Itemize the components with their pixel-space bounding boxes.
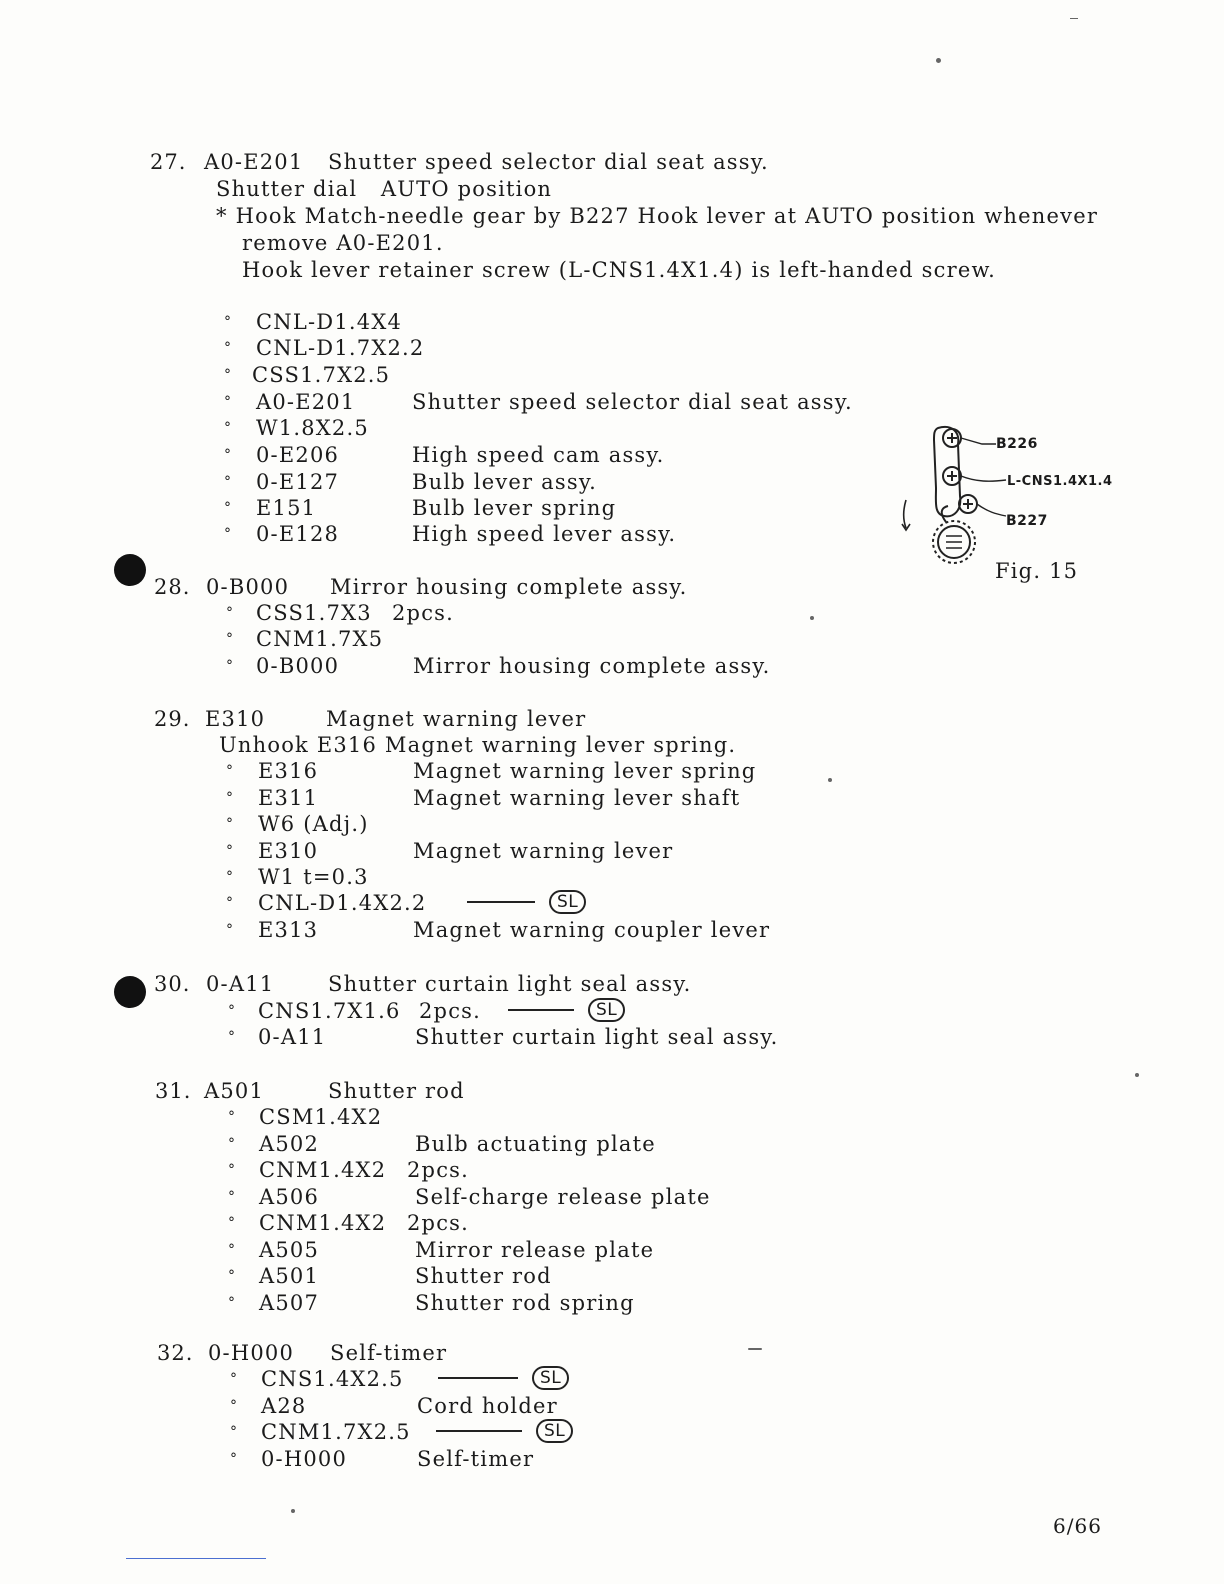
- bullet-icon: °: [226, 605, 233, 621]
- part-number: E311: [258, 786, 319, 810]
- part-description: Mirror release plate: [415, 1238, 655, 1262]
- bullet-icon: °: [224, 420, 231, 436]
- section-part: 0-B000: [206, 575, 290, 599]
- scan-speck: [1070, 18, 1078, 19]
- part-number: A507: [259, 1291, 320, 1315]
- part-description: Self-charge release plate: [415, 1185, 711, 1209]
- section-title: Magnet warning lever: [326, 707, 587, 731]
- bullet-icon: °: [224, 474, 231, 490]
- part-number: A502: [259, 1132, 320, 1156]
- part-description: Shutter curtain light seal assy.: [415, 1025, 779, 1049]
- hook-lever-diagram: [900, 418, 1010, 578]
- part-description: 2pcs.: [407, 1158, 470, 1182]
- part-number: CNM1.4X2: [259, 1158, 387, 1182]
- bullet-icon: °: [226, 658, 233, 674]
- bullet-icon: °: [228, 1295, 235, 1311]
- scan-speck: [291, 1509, 295, 1513]
- circled-sl-mark-icon: [508, 998, 625, 1022]
- part-number: W1.8X2.5: [256, 416, 369, 440]
- scan-underline-mark: [126, 1558, 266, 1559]
- part-number: E313: [258, 918, 319, 942]
- part-description: 2pcs.: [392, 601, 455, 625]
- part-number: CNM1.7X5: [256, 627, 384, 651]
- scan-speck: [1135, 1073, 1139, 1077]
- part-number: CSM1.4X2: [259, 1105, 383, 1129]
- section-part: A501: [204, 1079, 265, 1103]
- section-title: Self-timer: [330, 1341, 448, 1365]
- part-number: 0-H000: [261, 1447, 348, 1471]
- part-description: Self-timer: [417, 1447, 535, 1471]
- part-description: High speed lever assy.: [412, 522, 677, 546]
- bullet-icon: °: [226, 869, 233, 885]
- part-number: CNL-D1.7X2.2: [256, 336, 425, 360]
- part-number: CNS1.4X2.5: [261, 1367, 404, 1391]
- bullet-icon: °: [224, 314, 231, 330]
- part-number: CNS1.7X1.6: [258, 999, 401, 1023]
- part-description: Magnet warning lever shaft: [413, 786, 741, 810]
- filled-dot-marker-icon: [114, 976, 146, 1008]
- part-description: 2pcs.: [407, 1211, 470, 1235]
- figure-label-screw: L-CNS1.4X1.4: [1007, 474, 1113, 489]
- bullet-icon: °: [228, 1268, 235, 1284]
- part-number: A506: [259, 1185, 320, 1209]
- bullet-icon: °: [226, 922, 233, 938]
- part-number: A28: [261, 1394, 307, 1418]
- page-number: 6/66: [1053, 1514, 1102, 1538]
- part-description: Shutter rod spring: [415, 1291, 635, 1315]
- circled-sl-mark-icon: [467, 890, 586, 914]
- bullet-icon: °: [226, 631, 233, 647]
- part-number: A0-E201: [256, 390, 356, 414]
- bullet-icon: °: [224, 526, 231, 542]
- figure-caption: Fig. 15: [995, 559, 1079, 583]
- bullet-icon: °: [224, 367, 231, 383]
- bullet-icon: °: [226, 816, 233, 832]
- section-note: Unhook E316 Magnet warning lever spring.: [219, 733, 737, 757]
- part-description: Shutter speed selector dial seat assy.: [412, 390, 853, 414]
- bullet-icon: °: [224, 500, 231, 516]
- part-description: Magnet warning coupler lever: [413, 918, 771, 942]
- part-number: W1 t=0.3: [258, 865, 369, 889]
- sl-mark-text: SL: [549, 890, 586, 914]
- scan-speck: [828, 778, 832, 782]
- part-number: CNL-D1.4X4: [256, 310, 403, 334]
- section-note: Shutter dial AUTO position: [216, 177, 553, 201]
- part-number: CSS1.7X3: [256, 601, 372, 625]
- part-description: Magnet warning lever: [413, 839, 674, 863]
- bullet-icon: °: [230, 1398, 237, 1414]
- circled-sl-mark-icon: [438, 1366, 569, 1390]
- section-number: 27.: [150, 150, 187, 174]
- bullet-icon: °: [224, 447, 231, 463]
- figure-label-b227: B227: [1006, 513, 1048, 529]
- part-number: A505: [259, 1238, 320, 1262]
- part-description: Magnet warning lever spring: [413, 759, 757, 783]
- part-number: W6 (Adj.): [258, 812, 369, 836]
- scan-speck: [748, 1348, 762, 1350]
- bullet-icon: °: [226, 763, 233, 779]
- part-description: Bulb lever assy.: [412, 470, 597, 494]
- part-number: CNM1.4X2: [259, 1211, 387, 1235]
- part-number: 0-A11: [258, 1025, 327, 1049]
- sl-mark-text: SL: [532, 1366, 569, 1390]
- bullet-icon: °: [226, 895, 233, 911]
- section-number: 32.: [157, 1341, 194, 1365]
- section-note: remove A0-E201.: [242, 231, 444, 255]
- section-number: 28.: [154, 575, 191, 599]
- bullet-icon: °: [230, 1424, 237, 1440]
- part-description: High speed cam assy.: [412, 443, 665, 467]
- sl-mark-text: SL: [588, 998, 625, 1022]
- section-note: * Hook Match-needle gear by B227 Hook lever at AUTO position whenever: [216, 204, 1099, 228]
- part-description: Bulb actuating plate: [415, 1132, 656, 1156]
- part-description: Bulb lever spring: [412, 496, 617, 520]
- part-number: CNM1.7X2.5: [261, 1420, 411, 1444]
- part-number: 0-B000: [256, 654, 340, 678]
- part-description: Cord holder: [417, 1394, 558, 1418]
- section-part: E310: [205, 707, 266, 731]
- scan-speck: [810, 616, 814, 620]
- section-part: 0-H000: [208, 1341, 295, 1365]
- bullet-icon: °: [226, 790, 233, 806]
- part-description: 2pcs.: [419, 999, 482, 1023]
- section-number: 30.: [154, 972, 191, 996]
- part-description: Mirror housing complete assy.: [413, 654, 771, 678]
- part-number: 0-E127: [256, 470, 340, 494]
- part-description: Shutter rod: [415, 1264, 552, 1288]
- part-number: A501: [259, 1264, 320, 1288]
- bullet-icon: °: [228, 1109, 235, 1125]
- part-number: CSS1.7X2.5: [252, 363, 391, 387]
- section-title: Shutter rod: [328, 1079, 465, 1103]
- sl-mark-text: SL: [536, 1419, 573, 1443]
- part-number: E151: [256, 496, 317, 520]
- bullet-icon: °: [228, 1029, 235, 1045]
- bullet-icon: °: [228, 1003, 235, 1019]
- section-part: A0-E201: [204, 150, 304, 174]
- bullet-icon: °: [228, 1215, 235, 1231]
- bullet-icon: °: [224, 340, 231, 356]
- filled-dot-marker-icon: [114, 554, 146, 586]
- section-title: Mirror housing complete assy.: [330, 575, 688, 599]
- bullet-icon: °: [228, 1162, 235, 1178]
- part-number: 0-E206: [256, 443, 340, 467]
- section-number: 31.: [155, 1079, 192, 1103]
- part-number: 0-E128: [256, 522, 340, 546]
- scan-speck: [936, 58, 941, 63]
- bullet-icon: °: [228, 1136, 235, 1152]
- section-title: Shutter speed selector dial seat assy.: [328, 150, 769, 174]
- part-number: E316: [258, 759, 319, 783]
- bullet-icon: °: [226, 843, 233, 859]
- figure-label-b226: B226: [996, 436, 1038, 452]
- section-title: Shutter curtain light seal assy.: [328, 972, 692, 996]
- bullet-icon: °: [230, 1451, 237, 1467]
- bullet-icon: °: [228, 1189, 235, 1205]
- part-number: CNL-D1.4X2.2: [258, 891, 427, 915]
- section-note: Hook lever retainer screw (L-CNS1.4X1.4) is left-handed screw.: [242, 258, 997, 282]
- section-part: 0-A11: [206, 972, 275, 996]
- bullet-icon: °: [230, 1371, 237, 1387]
- circled-sl-mark-icon: [436, 1419, 573, 1443]
- bullet-icon: °: [224, 394, 231, 410]
- part-number: E310: [258, 839, 319, 863]
- section-number: 29.: [154, 707, 191, 731]
- bullet-icon: °: [228, 1242, 235, 1258]
